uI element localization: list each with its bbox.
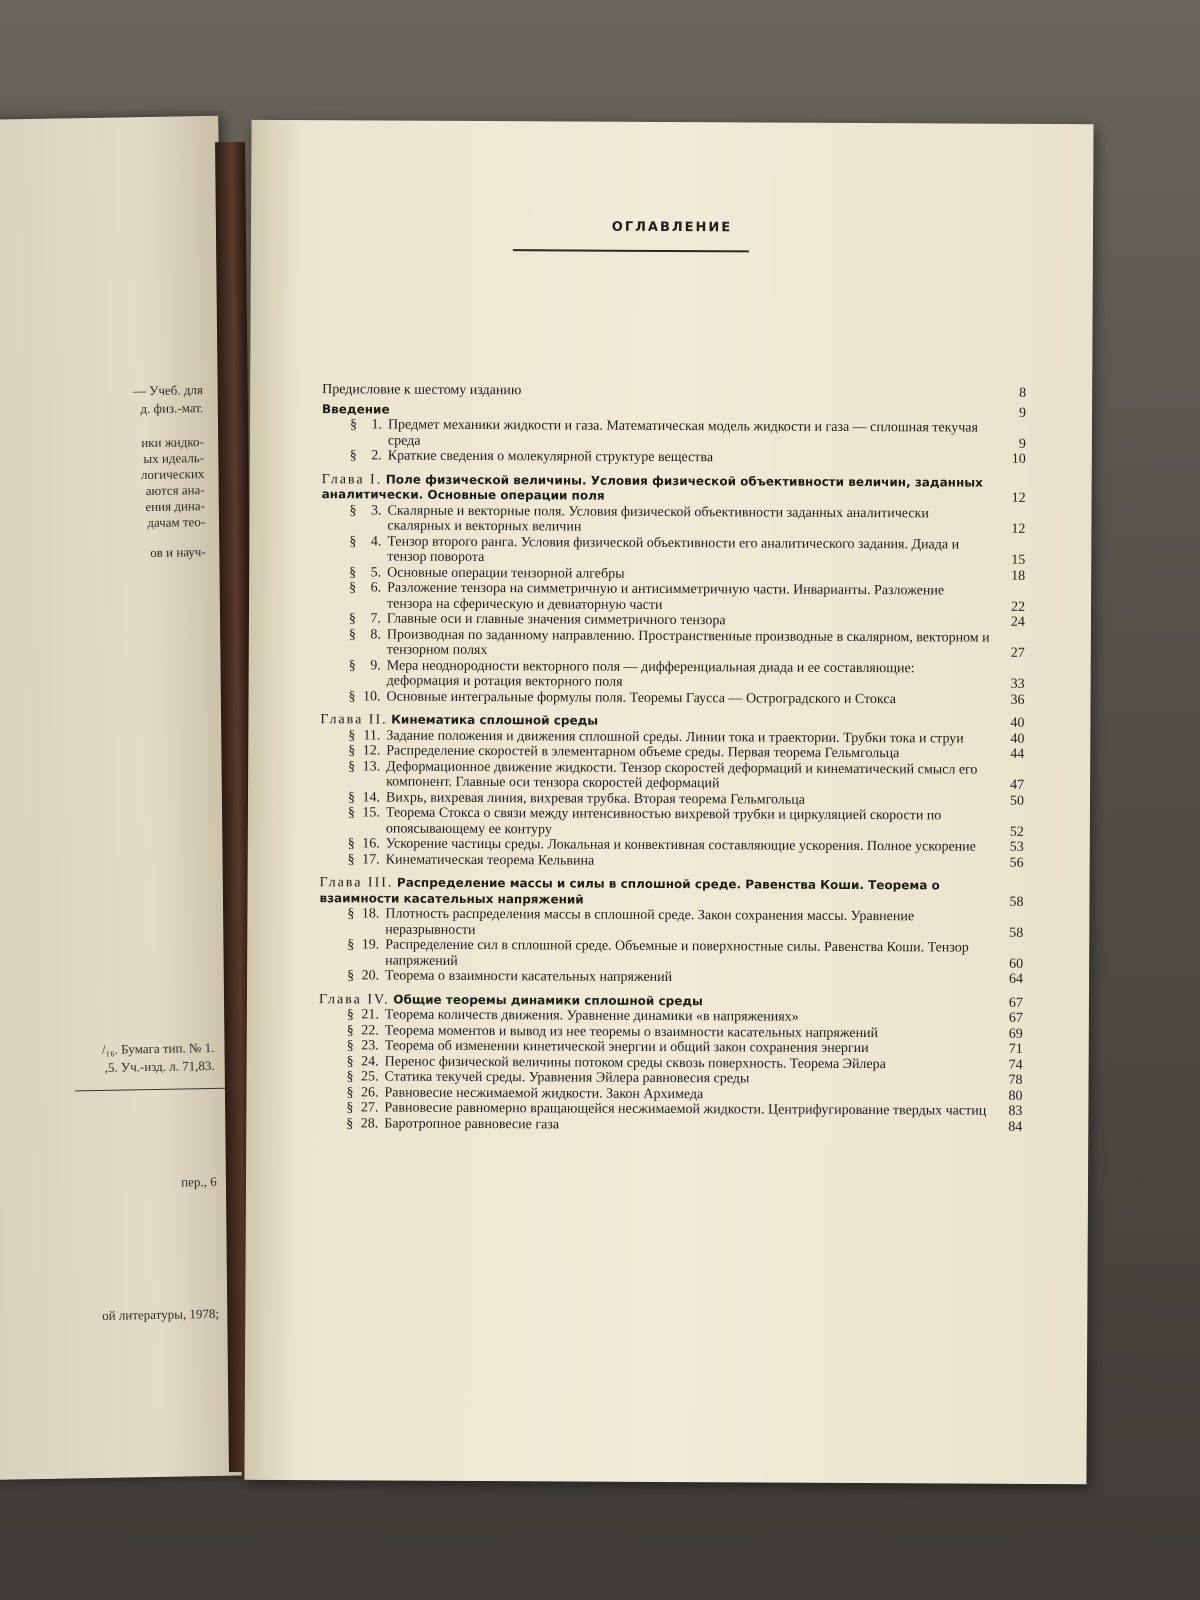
- section-index: 18.: [361, 906, 380, 922]
- toc-section: [322, 448, 1026, 467]
- toc-page-number: 64: [1009, 971, 1024, 987]
- toc-page-number: 44: [1010, 746, 1025, 762]
- toc-section: [321, 688, 1025, 708]
- page-title: ОГЛАВЛЕНИЕ: [611, 219, 733, 236]
- toc-page-number: 40: [1010, 731, 1025, 747]
- section-index: 19.: [361, 937, 380, 953]
- toc-page-number: 15: [1011, 552, 1026, 568]
- left-fragment: ики жидко-: [141, 434, 204, 451]
- section-title: Распределение сил в сплошной среде. Объемные и поверхностные силы. Равенства Коши. Тензор напряжений: [385, 937, 969, 969]
- section-number: [321, 658, 387, 674]
- section-index: 21.: [361, 1007, 379, 1023]
- section-number: [320, 790, 386, 806]
- section-index: 25.: [361, 1069, 379, 1085]
- section-index: 23.: [361, 1038, 379, 1054]
- chapter-label: Глава IV.: [318, 991, 390, 1008]
- title-underline: [513, 249, 749, 252]
- section-title: Предмет механики жидкости и газа. Математическая модель жидкости и газа — сплошная текучая среда: [387, 417, 978, 449]
- section-symbol: §: [349, 533, 357, 549]
- section-title: Статика текучей среды. Уравнения Эйлера равновесия среды: [384, 1069, 750, 1087]
- left-fragment: д. физ.-мат.: [140, 400, 204, 417]
- section-index: 4.: [370, 533, 382, 549]
- left-fragment: /₁₆. Бумага тип. № 1.: [101, 1039, 215, 1057]
- left-fragment: ых идеаль-: [143, 450, 205, 467]
- section-title: Теорема об изменении кинетической энергии и общий закон сохранения энергии: [384, 1038, 869, 1057]
- section-number: [321, 565, 387, 581]
- section-number: [319, 1054, 385, 1070]
- section-symbol: §: [349, 417, 358, 433]
- section-number: [319, 1038, 385, 1054]
- section-title: Разложение тензора на симметричную и антисимметричную части. Инварианты. Разложение тензора на сферическую и девиаторную части: [386, 580, 945, 613]
- section-index: 7.: [370, 611, 381, 627]
- section-number: [320, 805, 386, 821]
- toc-section: [321, 580, 1026, 615]
- section-index: 26.: [360, 1084, 379, 1100]
- section-number: [319, 906, 385, 922]
- left-fragment: дачам тео-: [147, 514, 206, 531]
- section-number: [321, 627, 387, 643]
- section-index: 11.: [363, 727, 381, 743]
- section-index: 3.: [370, 502, 382, 518]
- section-number: [319, 968, 385, 984]
- toc-page-number: 36: [1010, 692, 1025, 708]
- section-symbol: §: [346, 1084, 354, 1100]
- section-symbol: §: [347, 851, 355, 867]
- section-symbol: §: [348, 626, 356, 642]
- left-fragment: логических: [140, 466, 205, 483]
- toc-page-number: 60: [1009, 956, 1024, 972]
- left-fragment: ой литературы, 1978;: [101, 1305, 220, 1323]
- section-index: 12.: [362, 743, 381, 759]
- section-index: 1.: [371, 417, 383, 433]
- section-number: [321, 534, 387, 550]
- section-number: [319, 1023, 385, 1039]
- section-index: 6.: [370, 580, 382, 596]
- section-title: Распределение скоростей в элементарном объеме среды. Первая теорема Гельмгольца: [386, 743, 900, 762]
- section-number: [319, 937, 385, 953]
- section-title: Теорема о взаимности касательных напряжений: [385, 968, 673, 986]
- section-symbol: §: [347, 906, 355, 922]
- section-symbol: §: [348, 688, 356, 704]
- section-index: 16.: [362, 836, 380, 852]
- toc-section: [319, 906, 1024, 941]
- section-symbol: §: [346, 1069, 354, 1085]
- toc-section: [321, 502, 1026, 538]
- section-title: Теорема количеств движения. Уравнение динамики «в напряжениях»: [384, 1007, 799, 1025]
- section-symbol: §: [347, 968, 355, 984]
- toc-chapter: [321, 471, 1026, 507]
- section-index: 9.: [370, 657, 381, 673]
- toc-page-number: 12: [1011, 521, 1026, 537]
- left-fragment: ения дина-: [145, 498, 206, 515]
- section-symbol: §: [349, 580, 357, 596]
- chapter-title: Общие теоремы динамики сплошной среды: [393, 992, 703, 1008]
- toc-page-number: 50: [1009, 793, 1025, 809]
- toc-section: [319, 968, 1024, 987]
- section-symbol: §: [349, 502, 357, 518]
- toc-page-number: 27: [1010, 645, 1025, 661]
- toc-section: [318, 1115, 1023, 1135]
- toc-page-number: 9: [1018, 436, 1026, 452]
- chapters: [318, 471, 1026, 1135]
- section-number: [320, 728, 386, 744]
- left-fragment: ов и науч-: [150, 544, 206, 560]
- section-title: Теорема Стокса о связи между интенсивностью вихревой трубки и циркуляцией скорости по опоясывающему ее контуру: [385, 805, 942, 837]
- section-number: [321, 611, 387, 627]
- toc-section: [322, 417, 1026, 452]
- section-title: Краткие сведения о молекулярной структуре вещества: [387, 448, 714, 466]
- toc-page-number: 58: [1009, 894, 1024, 910]
- section-symbol: §: [346, 1100, 354, 1116]
- section-symbol: §: [346, 1022, 354, 1038]
- toc-chapter: [319, 875, 1024, 910]
- toc-page-number: 22: [1010, 599, 1026, 615]
- section-title: Плотность распределения массы в сплошной среде. Закон сохранения массы. Уравнение неразрывности: [385, 906, 915, 938]
- right-page: [244, 120, 1093, 1484]
- section-index: 22.: [361, 1022, 379, 1038]
- section-title: Кинематическая теорема Кельвина: [385, 852, 595, 869]
- section-symbol: §: [346, 1115, 354, 1131]
- toc-page-number: 8: [1019, 385, 1027, 401]
- toc-page-number: 71: [1008, 1041, 1023, 1057]
- section-number: [319, 1069, 385, 1085]
- toc-page-number: 9: [1019, 405, 1027, 421]
- toc-section: [321, 626, 1025, 662]
- toc-page-number: 33: [1010, 676, 1025, 692]
- toc-page-number: 83: [1008, 1103, 1023, 1119]
- toc-page-number: 52: [1009, 824, 1024, 840]
- section-title: Главные оси и главные значения симметричного тензора: [386, 611, 726, 629]
- section-symbol: §: [347, 937, 355, 953]
- section-title: Равновесие равномерно вращающейся несжимаемой жидкости. Центрифугирование твердых частиц: [384, 1100, 987, 1119]
- section-symbol: §: [346, 1007, 354, 1023]
- section-title: Задание положения и движения сплошной среды. Линии тока и траектории. Трубки тока и струи: [386, 728, 964, 747]
- toc-entry-preface: [322, 382, 1027, 401]
- chapter-label: Глава I.: [321, 471, 383, 487]
- section-number: [320, 743, 386, 759]
- section-title: Перенос физической величины потоком среды сквозь поверхность. Теорема Эйлера: [384, 1054, 886, 1072]
- toc-section: [320, 758, 1025, 794]
- section-symbol: §: [348, 743, 356, 759]
- section-index: 20.: [361, 968, 380, 984]
- section-number: [321, 580, 387, 596]
- section-index: 28.: [360, 1115, 379, 1131]
- section-index: 17.: [362, 851, 380, 867]
- chapter-label: Глава II.: [320, 712, 388, 728]
- toc-section: [320, 805, 1024, 840]
- toc-section: [321, 657, 1025, 693]
- section-title: Теорема моментов и вывод из нее теоремы о взаимности касательных напряжений: [384, 1023, 879, 1041]
- section-index: 24.: [361, 1053, 379, 1069]
- section-index: 13.: [362, 758, 381, 774]
- section-symbol: §: [347, 805, 355, 821]
- section-title: Основные интегральные формулы поля. Теоремы Гаусса — Остроградского и Стокса: [386, 689, 897, 707]
- section-symbol: §: [348, 727, 356, 743]
- toc-page-number: 47: [1010, 777, 1025, 793]
- section-number: [320, 852, 386, 868]
- left-page: [0, 116, 242, 1481]
- section-index: 8.: [370, 626, 381, 642]
- section-symbol: §: [349, 448, 357, 464]
- toc-page-number: 69: [1008, 1026, 1023, 1042]
- section-symbol: §: [346, 1053, 354, 1069]
- section-title: Равновесие несжимаемой жидкости. Закон Архимеда: [384, 1085, 704, 1102]
- section-index: 15.: [362, 805, 380, 821]
- section-symbol: §: [347, 789, 356, 805]
- section-title: Ускорение частицы среды. Локальная и конвективная составляющие ускорения. Полное ускорение: [385, 836, 976, 855]
- toc-entry-text: Введение: [322, 401, 390, 417]
- section-symbol: §: [346, 1038, 354, 1054]
- left-fragment: — Учеб. для: [132, 382, 204, 399]
- section-title: Деформационное движение жидкости. Тензор скоростей деформаций и кинематический смысл его компонент. Главные оси тензора скоростей деформаций: [386, 759, 978, 792]
- toc-page-number: 24: [1010, 614, 1025, 630]
- toc-page-number: 40: [1010, 715, 1025, 731]
- section-number: [320, 759, 386, 775]
- section-title: Производная по заданному направлению. Пространственные производные в скалярном, векторном и тензорном полях: [386, 627, 990, 659]
- left-fragment: аются ана-: [145, 482, 205, 499]
- toc-entry-text: Предисловие к шестому изданию: [322, 382, 522, 399]
- toc-section: [321, 533, 1026, 569]
- section-symbol: §: [348, 611, 356, 627]
- toc-section: [319, 937, 1024, 972]
- toc-page-number: 12: [1011, 490, 1026, 506]
- left-fragment: пер., 6: [181, 1173, 217, 1190]
- chapter-title: Распределение массы и силы в сплошной среде. Равенства Коши. Теорема о взаимности касательных напряжений: [319, 875, 940, 907]
- toc-section: [320, 851, 1024, 871]
- introduction-sections: [322, 417, 1026, 467]
- section-index: 10.: [363, 688, 381, 704]
- section-number: [319, 1007, 385, 1023]
- section-number: [321, 503, 387, 519]
- section-title: Тензор второго ранга. Условия физической объективности его аналитического задания. Диада и тензор поворота: [387, 534, 960, 566]
- toc-page-number: 74: [1008, 1057, 1023, 1073]
- section-title: Мера неоднородности векторного поля — дифференциальная диада и ее составляющие: деформация и ротация векторного поля: [386, 658, 915, 690]
- toc-page-number: 78: [1008, 1072, 1023, 1088]
- section-number: [322, 448, 388, 464]
- section-title: Баротропное равновесие газа: [384, 1116, 560, 1132]
- chapter-title: Кинематика сплошной среды: [391, 712, 599, 728]
- section-number: [318, 1085, 384, 1101]
- section-number: [321, 689, 387, 705]
- section-symbol: §: [347, 836, 355, 852]
- toc-page-number: 67: [1008, 995, 1023, 1011]
- section-index: 5.: [370, 564, 382, 580]
- section-title: Основные операции тензорной алгебры: [387, 565, 625, 582]
- toc-page-number: 10: [1011, 451, 1026, 467]
- section-symbol: §: [348, 657, 356, 673]
- section-title: Вихрь, вихревая линия, вихревая трубка. Вторая теорема Гельмгольца: [385, 790, 806, 808]
- toc-page-number: 67: [1008, 1010, 1023, 1026]
- section-number: [322, 417, 388, 433]
- section-number: [318, 1100, 384, 1116]
- chapter-label: Глава III.: [319, 875, 394, 891]
- section-index: 27.: [360, 1100, 379, 1116]
- chapter-title: Поле физической величины. Условия физической объективности величин, заданных аналитически. Основные операции поля: [321, 472, 983, 503]
- toc-page-number: 18: [1011, 568, 1026, 584]
- toc-page-number: 80: [1008, 1088, 1023, 1104]
- section-index: 2.: [371, 448, 382, 464]
- toc-page-number: 56: [1009, 855, 1024, 871]
- toc-page-number: 84: [1008, 1119, 1023, 1135]
- toc-page-number: 53: [1009, 839, 1024, 855]
- section-number: [318, 1116, 384, 1132]
- section-title: Скалярные и векторные поля. Условия физической объективности заданных аналитически скалярных и векторных величин: [387, 503, 929, 535]
- section-number: [320, 836, 386, 852]
- section-symbol: §: [348, 758, 356, 774]
- table-of-contents: [318, 382, 1027, 1135]
- section-index: 14.: [362, 789, 381, 805]
- left-rule: [75, 1088, 225, 1092]
- toc-page-number: 58: [1009, 925, 1024, 941]
- section-symbol: §: [349, 564, 357, 580]
- left-fragment: ,5. Уч.-изд. л. 71,83.: [104, 1057, 215, 1075]
